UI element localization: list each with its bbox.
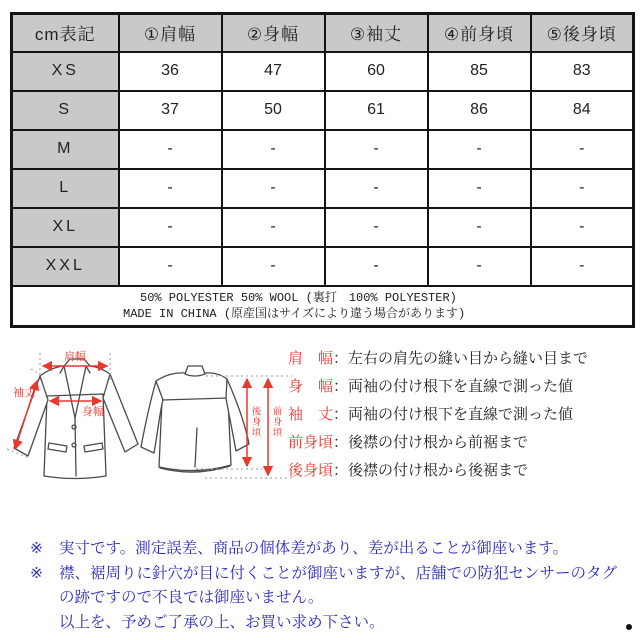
value-cell: 83 — [531, 52, 634, 91]
definition-shoulder — [288, 345, 636, 373]
definition-text: ：両袖の付け根下を直線で測った値 — [333, 406, 574, 423]
jacket-front-drawing — [14, 359, 138, 479]
value-cell: - — [428, 247, 531, 286]
size-label: XL — [12, 208, 119, 247]
value-cell: - — [119, 169, 222, 208]
table-row-xs — [12, 52, 634, 91]
note-actual-measurement — [30, 537, 620, 562]
note-marker: ※ — [30, 564, 43, 582]
definition-term: 後身頃 — [288, 462, 334, 479]
value-cell: - — [428, 130, 531, 169]
value-cell: - — [222, 130, 325, 169]
table-row-l — [12, 169, 634, 208]
value-cell: 47 — [222, 52, 325, 91]
definition-term: 前身頃 — [288, 434, 334, 451]
size-label: XXL — [12, 247, 119, 286]
definition-text: ：後襟の付け根から後裾まで — [333, 462, 529, 479]
definition-term: 肩 幅 — [288, 350, 334, 367]
label-front-length: 前身頃 — [270, 406, 282, 438]
value-cell: 84 — [531, 91, 634, 130]
label-back-length: 後身頃 — [249, 406, 261, 438]
material-cell — [12, 286, 634, 327]
header-cell-body: ②身幅 — [222, 14, 325, 52]
table-row-s — [12, 91, 634, 130]
table-row-xxl — [12, 247, 634, 286]
value-cell: - — [222, 247, 325, 286]
size-label: M — [12, 130, 119, 169]
stray-dot — [626, 624, 632, 630]
value-cell: - — [325, 208, 428, 247]
definition-front — [288, 429, 636, 457]
note-text: 以上を、予めご了承の上、お買い求め下さい。 — [59, 613, 385, 631]
material-composition: 50% POLYESTER 50% WOOL (裏打 100% POLYESTER) — [140, 290, 457, 305]
note-marker: ※ — [30, 540, 43, 557]
value-cell: - — [222, 169, 325, 208]
value-cell: - — [531, 130, 634, 169]
definition-term: 袖 丈 — [288, 406, 334, 423]
size-label: S — [12, 91, 119, 130]
header-cell-back: ⑤後身頃 — [531, 14, 634, 52]
measurement-diagram — [0, 336, 300, 506]
value-cell: 61 — [325, 91, 428, 130]
definition-text: ：両袖の付け根下を直線で測った値 — [333, 378, 574, 395]
label-shoulder-width: 肩幅 — [64, 351, 86, 363]
note-text: 襟、裾周りに針穴が目に付くことが御座いますが、店舗での防犯センサーのタグの跡ですので不良では御座いません。 — [59, 564, 618, 606]
value-cell: 60 — [325, 52, 428, 91]
value-cell: 86 — [428, 91, 531, 130]
size-table — [10, 12, 635, 328]
size-label: L — [12, 169, 119, 208]
purchase-notes — [30, 537, 620, 635]
value-cell: - — [325, 130, 428, 169]
value-cell: - — [531, 208, 634, 247]
material-origin: MADE IN CHINA (原産国はサイズにより違う場合があります) — [123, 306, 466, 321]
size-label: XS — [12, 52, 119, 91]
label-body-width: 身幅 — [82, 406, 104, 418]
value-cell: - — [325, 169, 428, 208]
note-text: 実寸です。測定誤差、商品の個体差があり、差が出ることが御座います。 — [59, 540, 569, 557]
value-cell: 36 — [119, 52, 222, 91]
definition-body — [288, 373, 636, 401]
value-cell: - — [222, 208, 325, 247]
label-sleeve-length: 袖丈 — [13, 387, 35, 399]
definition-sleeve — [288, 401, 636, 429]
table-row-xl — [12, 208, 634, 247]
size-table-header-row — [12, 14, 634, 52]
header-cell-sleeve: ③袖丈 — [325, 14, 428, 52]
value-cell: - — [119, 247, 222, 286]
material-row — [12, 286, 634, 327]
definition-term: 身 幅 — [288, 378, 334, 395]
value-cell: - — [531, 169, 634, 208]
note-pinholes — [30, 562, 620, 611]
definition-back — [288, 457, 636, 485]
definition-text: ：左右の肩先の縫い目から縫い目まで — [333, 350, 589, 367]
header-cell-unit: cm表記 — [12, 14, 119, 52]
header-cell-shoulder: ①肩幅 — [119, 14, 222, 52]
table-row-m — [12, 130, 634, 169]
value-cell: 50 — [222, 91, 325, 130]
value-cell: 85 — [428, 52, 531, 91]
value-cell: - — [325, 247, 428, 286]
note-closing — [59, 611, 620, 636]
value-cell: - — [428, 208, 531, 247]
value-cell: - — [119, 130, 222, 169]
value-cell: 37 — [119, 91, 222, 130]
header-cell-front: ④前身頃 — [428, 14, 531, 52]
value-cell: - — [428, 169, 531, 208]
jacket-back-drawing — [141, 366, 249, 472]
value-cell: - — [119, 208, 222, 247]
measurement-definitions — [288, 345, 636, 485]
value-cell: - — [531, 247, 634, 286]
definition-text: ：後襟の付け根から前裾まで — [333, 434, 529, 451]
